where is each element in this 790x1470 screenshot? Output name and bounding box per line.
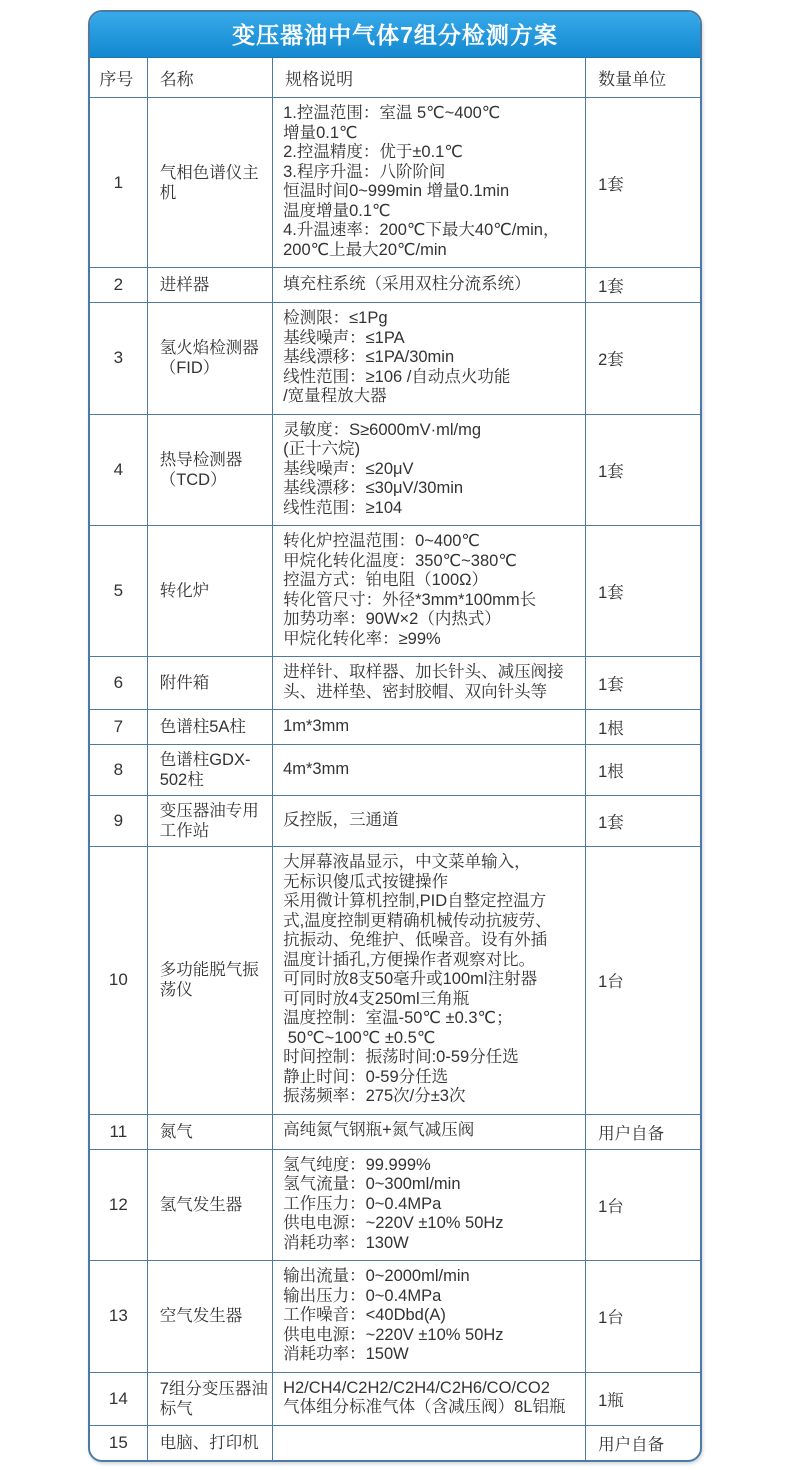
column-header-spec: 规格说明: [273, 58, 586, 98]
spec-line: 控温方式：铂电阻（100Ω）: [283, 571, 488, 589]
row-number-cell: 13: [90, 1261, 147, 1373]
spec-cell: [273, 1261, 586, 1373]
spec-line: /宽量程放大器: [283, 387, 387, 405]
item-name-cell: 色谱柱GDX-502柱: [147, 745, 272, 796]
spec-line: 采用微计算机控制,PID自整定控温方: [283, 892, 547, 910]
page-title: 变压器油中气体7组分检测方案: [90, 12, 700, 58]
spec-line: 4m*3mm: [283, 759, 350, 778]
row-number-cell: 8: [90, 745, 147, 796]
spec-line: 增量0.1℃: [283, 123, 358, 142]
spec-line: 50℃~100℃ ±0.5℃: [283, 1028, 436, 1047]
row-number-cell: 15: [90, 1425, 147, 1460]
spec-line: 供电电源：~220V ±10% 50Hz: [283, 1214, 504, 1232]
table-row: [90, 1149, 700, 1261]
spec-line: 工作噪音：<40Dbd(A): [283, 1306, 446, 1324]
item-name-cell: 多功能脱气振荡仪: [147, 847, 272, 1115]
spec-line: 填充柱系统（采用双柱分流系统）: [283, 274, 531, 293]
quantity-cell: 1根: [586, 745, 700, 796]
quantity-cell: 1瓶: [586, 1372, 700, 1425]
spec-line: 温度增量0.1℃: [283, 201, 391, 220]
table-row: [90, 1261, 700, 1373]
spec-cell: [273, 1149, 586, 1261]
column-header-name: 名称: [147, 58, 272, 98]
spec-cell: [273, 1114, 586, 1149]
spec-line: (正十六烷): [283, 440, 361, 458]
item-name-cell: 热导检测器（TCD）: [147, 414, 272, 526]
spec-line: 基线噪声：≤1PA: [283, 328, 405, 347]
spec-line: 灵敏度：S≥6000mV·ml/mg: [283, 420, 482, 439]
spec-cell: [273, 657, 586, 710]
spec-line: 恒温时间0~999min 增量0.1min: [283, 182, 510, 200]
quantity-cell: 1套: [586, 98, 700, 268]
quantity-cell: 1套: [586, 526, 700, 657]
table-row: [90, 657, 700, 710]
spec-line: 输出流量：0~2000ml/min: [283, 1267, 470, 1285]
spec-line: 加势功率：90W×2（内热式）: [283, 610, 501, 628]
row-number-cell: 1: [90, 98, 147, 268]
item-name-cell: 空气发生器: [147, 1261, 272, 1373]
spec-line: 温度控制：室温-50℃ ±0.3℃；: [283, 1009, 513, 1027]
table-row: [90, 414, 700, 526]
spec-line: 工作压力：0~0.4MPa: [283, 1194, 442, 1213]
spec-line: 氢气流量：0~300ml/min: [283, 1175, 461, 1193]
quantity-cell: 1根: [586, 710, 700, 745]
spec-line: 头、进样垫、密封胶帽、双向针头等: [283, 682, 548, 701]
item-name-cell: 进样器: [147, 268, 272, 303]
item-name-cell: 色谱柱5A柱: [147, 710, 272, 745]
spec-line: 检测限：≤1Pg: [283, 309, 388, 327]
spec-line: 200℃上最大20℃/min: [283, 240, 447, 259]
quantity-cell: 用户自备: [586, 1114, 700, 1149]
header-row: [90, 58, 700, 98]
row-number-cell: 11: [90, 1114, 147, 1149]
spec-line: 式,温度控制更精确机械传动抗疲劳、: [283, 911, 552, 930]
item-name-cell: 气相色谱仪主机: [147, 98, 272, 268]
spec-line: 可同时放4支250ml三角瓶: [283, 989, 470, 1008]
table-row: [90, 303, 700, 415]
row-number-cell: 7: [90, 710, 147, 745]
table-row: [90, 1372, 700, 1425]
quantity-cell: 1台: [586, 1261, 700, 1373]
quantity-cell: 1套: [586, 796, 700, 847]
spec-line: 气体组分标准气体（含减压阀）8L铝瓶: [283, 1398, 566, 1416]
table-row: [90, 745, 700, 796]
spec-cell: [273, 1372, 586, 1425]
quantity-cell: 1台: [586, 1149, 700, 1261]
spec-line: 基线漂移：≤30μV/30min: [283, 479, 464, 497]
item-name-cell: 7组分变压器油标气: [147, 1372, 272, 1425]
table-row: [90, 526, 700, 657]
spec-line: 甲烷化转化温度：350℃~380℃: [283, 551, 517, 570]
item-name-cell: 氮气: [147, 1114, 272, 1149]
table-row: [90, 1425, 700, 1460]
spec-line: 温度计插孔,方便操作者观察对比。: [283, 950, 536, 969]
spec-line: 基线漂移：≤1PA/30min: [283, 348, 455, 366]
spec-line: 可同时放8支50毫升或100ml注射器: [283, 970, 538, 988]
row-number-cell: 12: [90, 1149, 147, 1261]
row-number-cell: 14: [90, 1372, 147, 1425]
spec-line: 无标识傻瓜式按键操作: [283, 872, 449, 891]
spec-line: 抗振动、免维护、低噪音。设有外插: [283, 931, 548, 949]
spec-line: 2.控温精度：优于±0.1℃: [283, 143, 463, 161]
table-row: [90, 98, 700, 268]
spec-cell: [273, 268, 586, 303]
column-header-index: 序号: [90, 58, 147, 98]
table-row: [90, 796, 700, 847]
spec-line: 转化管尺寸：外径*3mm*100mm长: [283, 590, 537, 609]
spec-line: 4.升温速率：200℃下最大40℃/min，: [283, 221, 560, 239]
spec-cell: [273, 847, 586, 1115]
table-row: [90, 1114, 700, 1149]
spec-line: 振荡频率：275次/分±3次: [283, 1087, 466, 1105]
row-number-cell: 5: [90, 526, 147, 657]
spec-cell: [273, 710, 586, 745]
item-name-cell: 氢火焰检测器（FID）: [147, 303, 272, 415]
item-name-cell: 转化炉: [147, 526, 272, 657]
spec-line: 输出压力：0~0.4MPa: [283, 1286, 442, 1305]
table-row: [90, 847, 700, 1115]
spec-cell: [273, 745, 586, 796]
item-name-cell: 氢气发生器: [147, 1149, 272, 1261]
spec-line: 进样针、取样器、加长针头、减压阀接: [283, 663, 564, 681]
spec-line: 3.程序升温：八阶阶间: [283, 162, 446, 181]
spec-cell: [273, 98, 586, 268]
spec-line: 时间控制：振荡时间:0-59分任选: [283, 1048, 519, 1066]
spec-line: 消耗功率：130W: [283, 1233, 409, 1252]
quantity-cell: 1套: [586, 657, 700, 710]
row-number-cell: 3: [90, 303, 147, 415]
spec-line: 基线噪声：≤20μV: [283, 459, 414, 478]
spec-line: 1m*3mm: [283, 716, 350, 735]
spec-line: 高纯氮气钢瓶+氮气减压阀: [283, 1121, 475, 1140]
spec-line: 静止时间：0-59分任选: [283, 1067, 449, 1086]
spec-line: 供电电源：~220V ±10% 50Hz: [283, 1325, 504, 1344]
spec-line: 1.控温范围：室温 5℃~400℃: [283, 104, 501, 122]
spec-line: 反控版，三通道: [283, 810, 399, 829]
row-number-cell: 2: [90, 268, 147, 303]
table-row: [90, 268, 700, 303]
quantity-cell: 1套: [586, 268, 700, 303]
spec-line: 氢气纯度：99.999%: [283, 1155, 431, 1174]
spec-cell: [273, 1425, 586, 1460]
spec-line: 大屏幕液晶显示，中文菜单输入，: [283, 853, 531, 871]
item-name-cell: 变压器油专用工作站: [147, 796, 272, 847]
row-number-cell: 9: [90, 796, 147, 847]
quantity-cell: 1套: [586, 414, 700, 526]
spec-line: 线性范围：≥106 /自动点火功能: [283, 367, 511, 386]
spec-table-card: [88, 10, 702, 1462]
row-number-cell: 10: [90, 847, 147, 1115]
column-header-quantity: 数量单位: [586, 58, 700, 98]
spec-line: 甲烷化转化率：≥99%: [283, 629, 441, 648]
item-name-cell: 电脑、打印机: [147, 1425, 272, 1460]
spec-cell: [273, 414, 586, 526]
quantity-cell: 1台: [586, 847, 700, 1115]
spec-cell: [273, 796, 586, 847]
spec-line: H2/CH4/C2H2/C2H4/C2H6/CO/CO2: [283, 1378, 550, 1397]
spec-line: 线性范围：≥104: [283, 498, 403, 517]
quantity-cell: 2套: [586, 303, 700, 415]
spec-table: [90, 58, 700, 1460]
quantity-cell: 用户自备: [586, 1425, 700, 1460]
spec-line: 转化炉控温范围：0~400℃: [283, 532, 480, 550]
spec-cell: [273, 526, 586, 657]
spec-cell: [273, 303, 586, 415]
row-number-cell: 6: [90, 657, 147, 710]
row-number-cell: 4: [90, 414, 147, 526]
table-row: [90, 710, 700, 745]
item-name-cell: 附件箱: [147, 657, 272, 710]
spec-line: 消耗功率：150W: [283, 1345, 409, 1363]
